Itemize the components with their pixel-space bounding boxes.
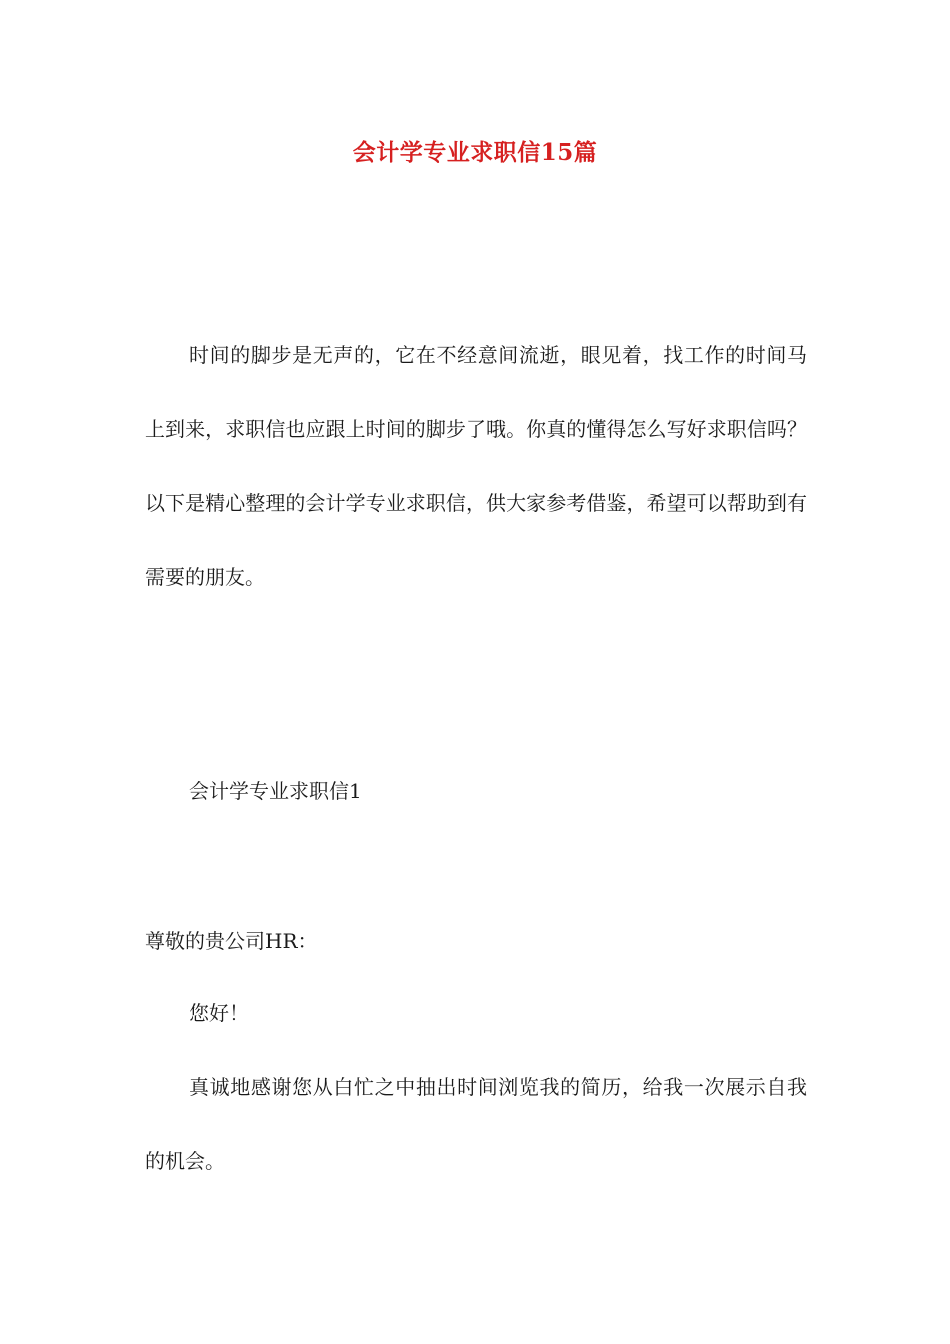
section-heading: 会计学专业求职信1	[189, 779, 362, 803]
intro-paragraph: 时间的脚步是无声的，它在不经意间流逝，眼见着，找工作的时间马上到来，求职信也应跟上时间的脚步了哦。你真的懂得怎么写好求职信吗？以下是精心整理的会计学专业求职信，供大家参考借鉴，希望可以帮助到有需要的朋友。	[145, 343, 807, 589]
body-paragraph: 真诚地感谢您从白忙之中抽出时间浏览我的简历，给我一次展示自我的机会。	[145, 1075, 807, 1173]
greeting: 您好！	[189, 1001, 249, 1025]
salutation: 尊敬的贵公司HR：	[145, 929, 318, 953]
document-title: 会计学专业求职信15篇	[352, 139, 598, 166]
